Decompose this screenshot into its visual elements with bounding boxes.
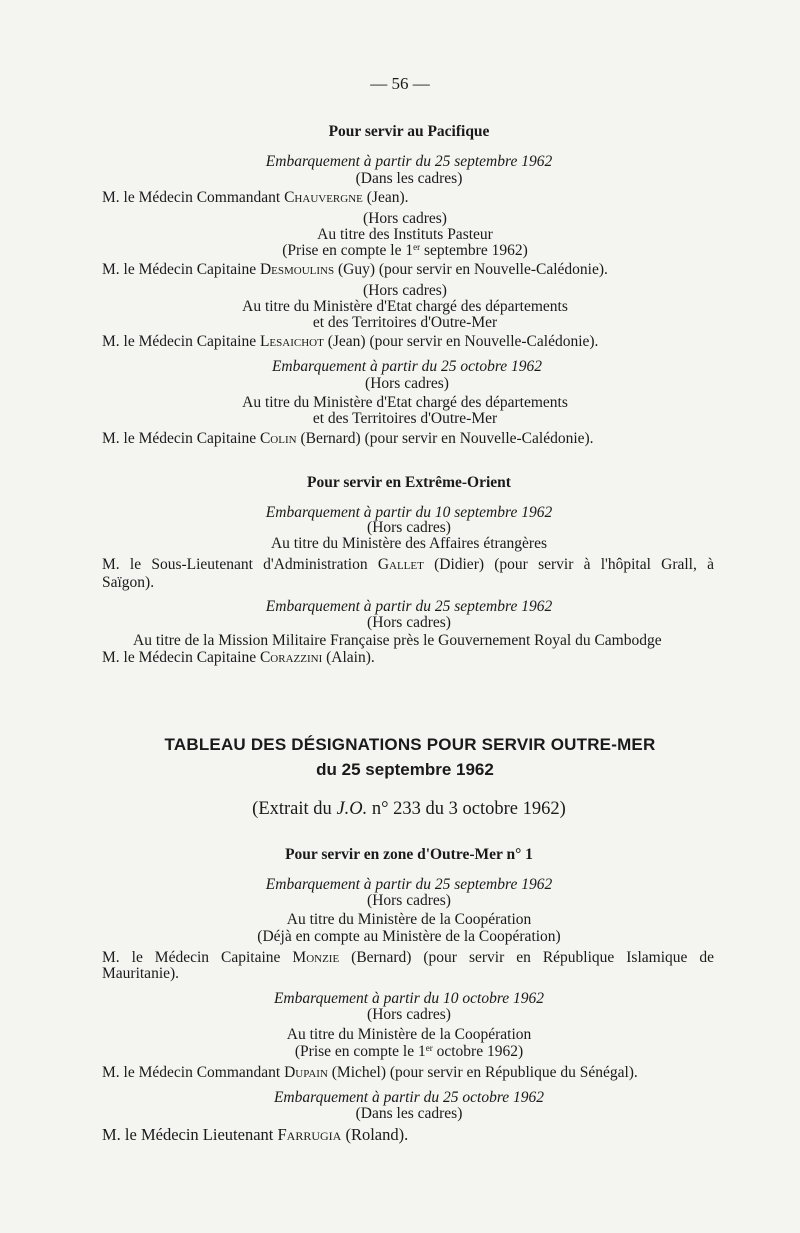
designation-monzie-cont: Mauritanie). xyxy=(102,965,180,982)
section-heading-zone-1: Pour servir en zone d'Outre-Mer n° 1 xyxy=(285,846,533,863)
designation-desmoulins: M. le Médecin Capitaine Desmoulins (Guy) (pour servir en Nouvelle-Calédonie). xyxy=(102,261,608,278)
ministry-line: Au titre de la Mission Militaire Française près le Gouvernement Royal du Cambodge xyxy=(133,632,662,649)
designation-chauvergne: M. le Médecin Commandant Chauvergne (Jean). xyxy=(102,189,409,206)
embarquement-line: Embarquement à partir du 10 septembre 1962 xyxy=(265,504,553,521)
ministry-line: Au titre du Ministère de la Coopération xyxy=(286,911,532,928)
designation-farrugia: M. le Médecin Lieutenant Farrugia (Roland). xyxy=(102,1125,409,1144)
ministry-line: Au titre du Ministère de la Coopération xyxy=(286,1026,532,1043)
status-line: (Hors cadres) xyxy=(367,519,451,536)
prise-en-compte-line: (Prise en compte le 1er septembre 1962) xyxy=(282,242,528,259)
tableau-title: TABLEAU DES DÉSIGNATIONS POUR SERVIR OUTRE-MER xyxy=(164,735,656,754)
ministry-line: Au titre du Ministère des Affaires étrangères xyxy=(270,535,548,552)
designation-gallet-cont: Saïgon). xyxy=(102,574,155,591)
embarquement-line: Embarquement à partir du 25 octobre 1962 xyxy=(271,358,543,375)
designation-gallet: M. le Sous-Lieutenant d'Administration Gallet (Didier) (pour servir à l'hôpital Grall, à xyxy=(102,556,714,573)
ministry-line: Au titre du Ministère d'Etat chargé des départements xyxy=(242,394,568,411)
status-line: (Hors cadres) xyxy=(365,375,449,392)
extrait-line: (Extrait du J.O. n° 233 du 3 octobre 1962) xyxy=(252,799,566,819)
status-line: (Dans les cadres) xyxy=(355,170,463,187)
embarquement-line: Embarquement à partir du 25 octobre 1962 xyxy=(273,1089,545,1106)
ministry-line: Au titre du Ministère d'Etat chargé des départements xyxy=(242,298,568,315)
designation-lesaichot: M. le Médecin Capitaine Lesaichot (Jean) (pour servir en Nouvelle-Calédonie). xyxy=(102,333,599,350)
ministry-line: et des Territoires d'Outre-Mer xyxy=(312,410,498,427)
status-line: (Hors cadres) xyxy=(363,210,447,227)
status-line: (Hors cadres) xyxy=(363,282,447,299)
ministry-line: Au titre des Instituts Pasteur xyxy=(317,226,493,243)
section-heading-pacifique: Pour servir au Pacifique xyxy=(328,123,490,140)
section-heading-extreme-orient: Pour servir en Extrême-Orient xyxy=(307,474,511,491)
status-line: (Hors cadres) xyxy=(367,614,451,631)
embarquement-line: Embarquement à partir du 25 septembre 1962 xyxy=(265,598,553,615)
designation-dupain: M. le Médecin Commandant Dupain (Michel) (pour servir en République du Sénégal). xyxy=(102,1064,638,1081)
status-line: (Hors cadres) xyxy=(367,892,451,909)
embarquement-line: Embarquement à partir du 10 octobre 1962 xyxy=(273,990,545,1007)
embarquement-line: Embarquement à partir du 25 septembre 1962 xyxy=(265,876,553,893)
ministry-line: et des Territoires d'Outre-Mer xyxy=(312,314,498,331)
deja-en-compte-line: (Déjà en compte au Ministère de la Coopération) xyxy=(257,928,561,945)
tableau-subtitle: du 25 septembre 1962 xyxy=(316,760,494,779)
embarquement-line: Embarquement à partir du 25 septembre 1962 xyxy=(265,153,553,170)
designation-colin: M. le Médecin Capitaine Colin (Bernard) (pour servir en Nouvelle-Calédonie). xyxy=(102,430,594,447)
designation-corazzini: M. le Médecin Capitaine Corazzini (Alain). xyxy=(102,649,375,666)
status-line: (Dans les cadres) xyxy=(355,1105,463,1122)
page-number: — 56 — xyxy=(370,74,430,93)
prise-en-compte-line: (Prise en compte le 1er octobre 1962) xyxy=(294,1043,524,1060)
status-line: (Hors cadres) xyxy=(367,1006,451,1023)
designation-monzie: M. le Médecin Capitaine Monzie (Bernard) (pour servir en République Islamique de xyxy=(102,949,715,966)
